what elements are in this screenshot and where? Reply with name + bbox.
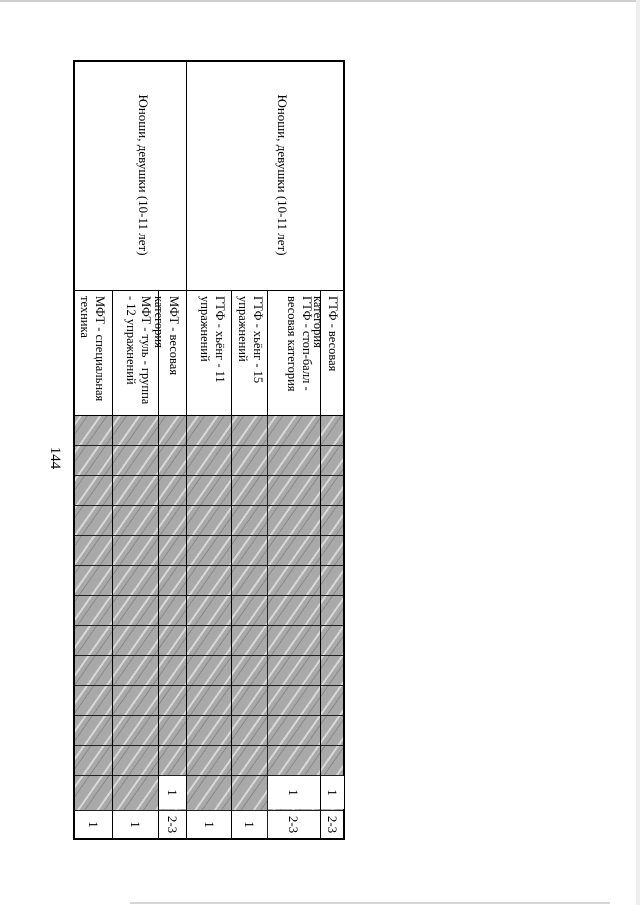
age-group-cell-1: Юноши, девушки (10-11 лет) [275, 94, 290, 256]
grid-column-line [74, 505, 345, 506]
table-row-1-value-a: 1 [325, 789, 340, 796]
table-border-left [73, 60, 345, 62]
table-row-5-discipline: МФТ - весовая категория [152, 296, 181, 376]
table-row-7-value-b: 1 [86, 821, 101, 828]
grid-column-line [74, 715, 345, 716]
grid-column-line [74, 685, 345, 686]
grid-column-line [74, 625, 345, 626]
table-row-2-value-a: 1 [286, 789, 301, 796]
table-row-3-value-b: 1 [242, 821, 257, 828]
grid-column-line [74, 595, 345, 596]
table-row-4-value-b: 1 [202, 821, 217, 828]
table-row-4-discipline: ГТФ - хьёнг - 11 упражнений [198, 296, 227, 383]
table-row-7-discipline: МФТ - специальная техника [78, 296, 107, 402]
row-divider [231, 290, 232, 840]
table-row-6-value-b: 1 [128, 821, 143, 828]
table-row-5-value-a: 1 [165, 789, 180, 796]
table-row-3-discipline: ГТФ - хьёнг - 15 упражнений [236, 296, 265, 384]
column-divider-discipline [73, 290, 345, 291]
grid-column-line [74, 475, 345, 476]
table-row-2-discipline: ГТФ - стоп-балл - весовая категория [285, 296, 314, 392]
table-row-1-discipline: ГТФ - весовая категория [311, 296, 340, 372]
row-divider-group [186, 60, 187, 840]
table-row-5-value-b: 2-3 [165, 815, 180, 834]
table-border-bottom [73, 60, 75, 840]
row-divider [267, 290, 268, 415]
table-border-top [343, 60, 345, 840]
age-group-cell-2: Юноши, девушки (10-11 лет) [136, 94, 151, 256]
grid-column-line [74, 565, 345, 566]
table-row-6-discipline: МФТ - туль - группа - 12 упражнений [124, 296, 153, 405]
scan-edge-top [0, 0, 640, 2]
scan-edge-bottom [130, 902, 610, 904]
row-divider [112, 290, 113, 840]
rotated-document-page [47, 60, 345, 840]
grid-column-line [74, 655, 345, 656]
grid-column-line [74, 745, 345, 746]
scan-edge-right [636, 0, 640, 905]
table-row-1-value-b: 2-3 [325, 815, 340, 834]
table-row-2-value-b: 2-3 [286, 815, 301, 834]
page-number: 144 [47, 446, 63, 470]
table-border-right [73, 838, 345, 840]
column-divider-age [73, 415, 345, 416]
grid-column-line [74, 535, 345, 536]
grid-column-line [74, 445, 345, 446]
